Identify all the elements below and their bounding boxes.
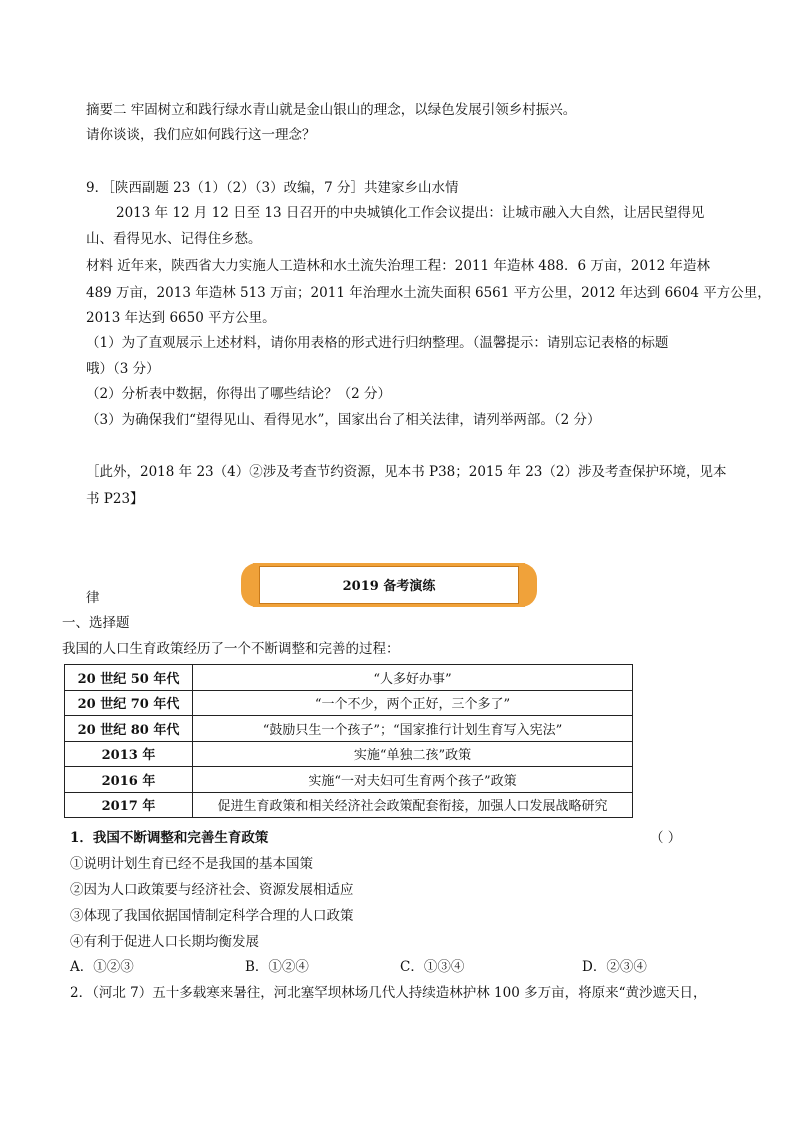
summary-two-text: 摘要二 牢固树立和践行绿水青山就是金山银山的理念，以绿色发展引领乡村振兴。 (86, 102, 577, 118)
section-one-intro: 我国的人口生育政策经历了一个不断调整和完善的过程： (62, 641, 400, 657)
era-cell: 2017 年 (65, 792, 193, 818)
policy-cell: 实施“单独二孩”政策 (193, 741, 633, 767)
option-4: ④有利于促进人口长期均衡发展 (70, 934, 259, 950)
material-line-2: 489 万亩，2013 年造林 513 万亩；2011 年治理水土流失面积 6561 平方公里，2012 年达到 6604 平方公里， (86, 285, 771, 301)
table-row (65, 767, 633, 793)
question-1-stem: 1．我国不断调整和完善生育政策 (70, 830, 269, 846)
section-one-heading: 一、选择题 (62, 615, 130, 631)
question-9-intro-line-2: 山、看得见水、记得住乡愁。 (86, 231, 262, 247)
option-3: ③体现了我国依据国情制定科学合理的人口政策 (70, 908, 354, 924)
question-9-heading: 9．［陕西副题 23（1）（2）（3）改编，7 分］共建家乡山水情 (86, 180, 459, 196)
policy-cell: “鼓励只生一个孩子”；“国家推行计划生育写入宪法” (193, 716, 633, 742)
option-2: ②因为人口政策要与经济社会、资源发展相适应 (70, 882, 354, 898)
policy-cell: 实施“一对夫妇可生育两个孩子”政策 (193, 767, 633, 793)
choice-b: B．①②④ (245, 959, 309, 975)
policy-cell: “一个不少，两个正好，三个多了” (193, 690, 633, 716)
choice-a: A．①②③ (70, 959, 134, 975)
table-row (65, 665, 633, 691)
era-cell: 20 世纪 80 年代 (65, 716, 193, 742)
discussion-prompt: 请你谈谈，我们应如何践行这一理念？ (86, 127, 316, 143)
answer-bracket: （ ） (650, 830, 682, 846)
table-row (65, 716, 633, 742)
table-row (65, 741, 633, 767)
sub-question-3: （3）为确保我们“望得见山、看得见水”，国家出台了相关法律，请列举两部。（2 分） (86, 412, 601, 428)
practice-banner (241, 563, 537, 607)
era-cell: 20 世纪 70 年代 (65, 690, 193, 716)
sub-question-1-line-1: （1）为了直观展示上述材料，请你用表格的形式进行归纳整理。（温馨提示：请别忘记表格的标题 (86, 335, 669, 351)
banner-box (259, 566, 519, 604)
choice-d: D．②③④ (582, 959, 647, 975)
reference-note-line-2: 书 P23】 (86, 491, 144, 507)
stray-character: 律 (86, 590, 100, 606)
banner-title: 2019 备考演练 (342, 579, 436, 594)
question-2-stem: 2．（河北 7）五十多载寒来暑往，河北塞罕坝林场几代人持续造林护林 100 多万亩，将原来“黄沙遮天日， (70, 985, 707, 1001)
sub-question-2: （2）分析表中数据，你得出了哪些结论？（2 分） (86, 386, 391, 402)
era-cell: 20 世纪 50 年代 (65, 665, 193, 691)
population-policy-table (64, 664, 633, 818)
option-1: ①说明计划生育已经不是我国的基本国策 (70, 856, 313, 872)
era-cell: 2016 年 (65, 767, 193, 793)
material-line-1: 材料 近年来，陕西省大力实施人工造林和水土流失治理工程：2011 年造林 488．6 万亩，2012 年造林 (86, 258, 711, 274)
era-cell: 2013 年 (65, 741, 193, 767)
reference-note-line-1: ［此外，2018 年 23（4）②涉及考查节约资源，见本书 P38；2015 年 23（2）涉及考查保护环境，见本 (86, 464, 727, 480)
policy-cell: 促进生育政策和相关经济社会政策配套衔接，加强人口发展战略研究 (193, 792, 633, 818)
question-9-intro-line-1: 2013 年 12 月 12 日至 13 日召开的中央城镇化工作会议提出：让城市融入大自然，让居民望得见 (116, 205, 705, 221)
table-row (65, 690, 633, 716)
material-line-3: 2013 年达到 6650 平方公里。 (86, 310, 276, 326)
policy-cell: “人多好办事” (193, 665, 633, 691)
table-row (65, 792, 633, 818)
sub-question-1-line-2: 哦）（3 分） (86, 361, 160, 377)
choice-c: C．①③④ (400, 959, 465, 975)
